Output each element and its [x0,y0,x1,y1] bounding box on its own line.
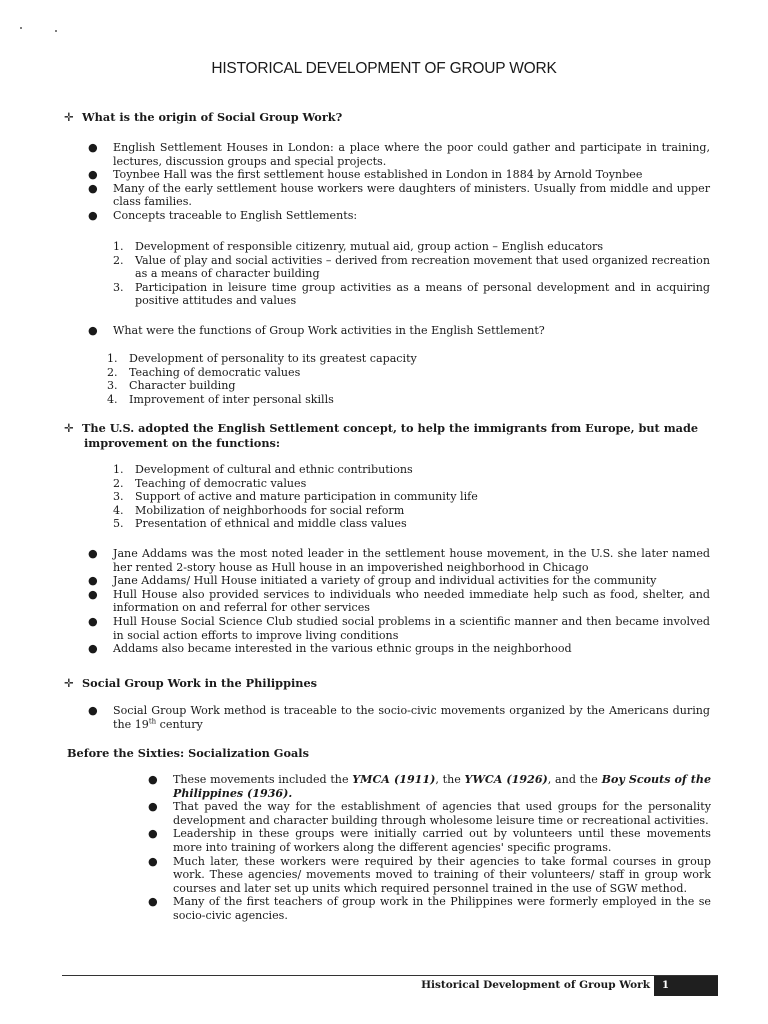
list-item: ● That paved the way for the establishment of agencies that used groups for the personality development and character building through wholesome leisure time or recreational activities. [148,800,711,827]
section-heading-us-adoption: ✛ The U.S. adopted the English Settlement concept, to help the immigrants from Europe, but made improvement on the functions: [64,421,699,450]
bullet-icon: ● [88,614,98,628]
bullet-icon: ● [88,208,98,222]
list-item: ● Toynbee Hall was the first settlement house established in London in 1884 by Arnold Toynbee [88,168,643,182]
list-item: 1. Development of personality to its greatest capacity [107,352,417,365]
section-heading-philippines: ✛ Social Group Work in the Philippines [64,676,318,690]
list-item: ● Addams also became interested in the various ethnic groups in the neighborhood [88,642,572,656]
bullet-icon: ● [148,800,158,814]
list-item: 3. Participation in leisure time group activities as a means of personal development and in acquiring positive attitudes and values [113,280,710,308]
list-item: ● Leadership in these groups were initially carried out by volunteers until these movements more into training of workers along the different agencies' specific programs. [148,827,711,854]
list-item: 4. Mobilization of neighborhoods for social reform [113,503,405,517]
list-item: ● Hull House Social Science Club studied social problems in a scientific manner and then became involved in social action efforts to improve living conditions [88,614,710,642]
list-item: 1. Development of cultural and ethnic contributions [113,463,413,476]
list-item: ● Many of the early settlement house workers were daughters of ministers. Usually from middle and upper class families. [88,181,710,209]
list-item: 2. Teaching of democratic values [113,476,307,490]
list-item: 2. Teaching of democratic values [107,365,301,379]
us-functions-list [113,463,613,531]
list-item: ● What were the functions of Group Work activities in the English Settlement? [88,324,545,337]
bullet-icon: ● [88,141,98,154]
origin-bullet-list [88,141,710,223]
scan-speck [20,27,22,29]
functions-question [88,324,710,338]
bullet-icon: ● [88,642,98,656]
bullet-icon: ● [88,587,98,601]
scan-speck [55,30,57,32]
bullet-icon: ● [148,895,158,909]
arrow-bullet-icon: ✛ [64,111,74,124]
list-item: ● Social Group Work method is traceable to the socio-civic movements organized by the Americans during the 19th century [88,704,710,731]
list-item: ● Concepts traceable to English Settlements: [88,208,358,222]
heading-text: What is the origin of Social Group Work? [82,110,343,124]
concepts-numbered-list [113,240,710,308]
bullet-icon: ● [88,574,98,588]
list-item: ● These movements included the YMCA (1911), the YWCA (1926), and the Boy Scouts of the Philippines (1936). [148,773,712,800]
page-title: HISTORICAL DEVELOPMENT OF GROUP WORK [211,60,557,77]
bullet-icon: ● [88,547,98,560]
sixties-bullet-list [148,773,711,923]
footer-title: Historical Development of Group Work [421,979,650,991]
list-item: ● English Settlement Houses in London: a place where the poor could gather and participate in training, lectures, discussion groups and special projects. [88,141,710,168]
list-item: ● Jane Addams was the most noted leader in the settlement house movement, in the U.S. she later named her rented 2-story house as Hull house in an impoverished neighborhood in Chicago [88,547,710,574]
section-heading-before-sixties: Before the Sixties: Socialization Goals [67,746,309,760]
bullet-icon: ● [88,704,98,717]
footer-rule [62,975,718,976]
bullet-icon: ● [88,168,98,182]
list-item: 3. Support of active and mature participation in community life [113,490,478,504]
list-item: 1. Development of responsible citizenry, mutual aid, group action – English educators [113,240,604,253]
english-functions-list [107,352,607,406]
list-item: ● Hull House also provided services to individuals who needed immediate help such as food, shelter, and information on and referral for other services [88,587,710,615]
list-item: 5. Presentation of ethnical and middle class values [113,517,407,531]
bullet-icon: ● [88,181,98,195]
arrow-bullet-icon: ✛ [64,677,74,690]
bullet-icon: ● [148,854,158,868]
list-item: ● Much later, these workers were required by their agencies to take formal courses in group work. These agencies/ movements moved to training of their volunteers/ staff in group work courses and later set up units which required personnel trained in the use of SGW method. [148,854,711,895]
philippines-bullet-list [88,704,710,731]
list-item: 4. Improvement of inter personal skills [107,392,334,406]
bullet-icon: ● [148,827,158,841]
list-item: ● Jane Addams/ Hull House initiated a variety of group and individual activities for the community [88,574,657,588]
list-item: 3. Character building [107,379,236,393]
list-item: ● Many of the first teachers of group work in the Philippines were formerly employed in the se socio-civic agencies. [148,895,711,922]
page-number: 1 [654,976,718,996]
arrow-bullet-icon: ✛ [64,422,74,435]
bullet-icon: ● [88,324,98,337]
list-item: 2. Value of play and social activities – derived from recreation movement that used organized recreation as a means of character building [113,253,710,281]
hull-house-bullet-list [88,547,710,656]
bullet-icon: ● [148,773,158,786]
section-heading-origin [64,110,714,125]
